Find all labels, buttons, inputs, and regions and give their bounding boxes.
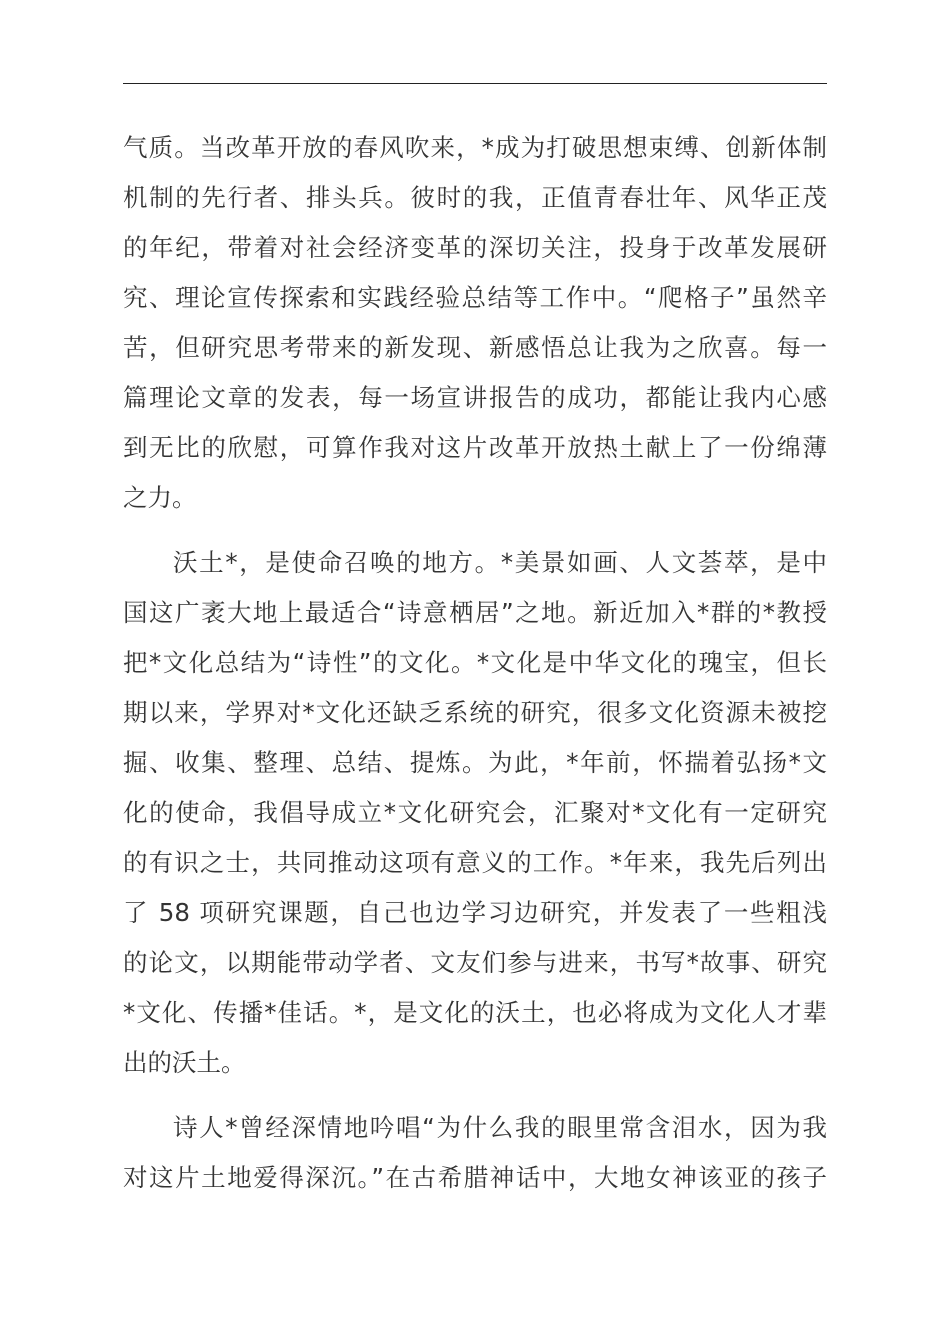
text-line: 掘、收集、整理、总结、提炼。为此，*年前，怀揣着弘扬*文 [123,748,827,777]
text-line: 的论文，以期能带动学者、文友们参与进来，书写*故事、研究 [123,948,827,977]
text-line: 对这片土地爱得深沉。”在古希腊神话中，大地女神该亚的孩子 [123,1163,827,1192]
paragraph-3 [123,1103,827,1203]
text-line: 之力。 [123,483,197,512]
paragraph-2 [123,538,827,1088]
text-line: 到无比的欣慰，可算作我对这片改革开放热土献上了一份绵薄 [123,433,827,462]
text-line: 期以来，学界对*文化还缺乏系统的研究，很多文化资源未被挖 [123,698,827,727]
text-line: 沃土*，是使命召唤的地方。*美景如画、人文荟萃，是中 [173,548,827,577]
text-line: 苦，但研究思考带来的新发现、新感悟总让我为之欣喜。每一 [123,333,827,362]
text-line: 诗人*曾经深情地吟唱“为什么我的眼里常含泪水，因为我 [173,1113,827,1142]
text-line: 机制的先行者、排头兵。彼时的我，正值青春壮年、风华正茂 [123,183,827,212]
text-line: 的有识之士，共同推动这项有意义的工作。*年来，我先后列出 [123,848,827,877]
text-line: 出的沃土。 [123,1048,246,1077]
text-line: 国这广袤大地上最适合“诗意栖居”之地。新近加入*群的*教授 [123,598,827,627]
text-line: 了 58 项研究课题，自己也边学习边研究，并发表了一些粗浅 [123,898,827,927]
text-line: 篇理论文章的发表，每一场宣讲报告的成功，都能让我内心感 [123,383,827,412]
text-line: 究、理论宣传探索和实践经验总结等工作中。“爬格子”虽然辛 [123,283,827,312]
header-rule [123,83,827,84]
text-line: *文化、传播*佳话。*，是文化的沃土，也必将成为文化人才辈 [123,998,827,1027]
text-line: 气质。当改革开放的春风吹来，*成为打破思想束缚、创新体制 [123,133,827,162]
text-line: 化的使命，我倡导成立*文化研究会，汇聚对*文化有一定研究 [123,798,827,827]
text-line: 的年纪，带着对社会经济变革的深切关注，投身于改革发展研 [123,233,827,262]
paragraph-1 [123,123,827,523]
text-line: 把*文化总结为“诗性”的文化。*文化是中华文化的瑰宝，但长 [123,648,827,677]
